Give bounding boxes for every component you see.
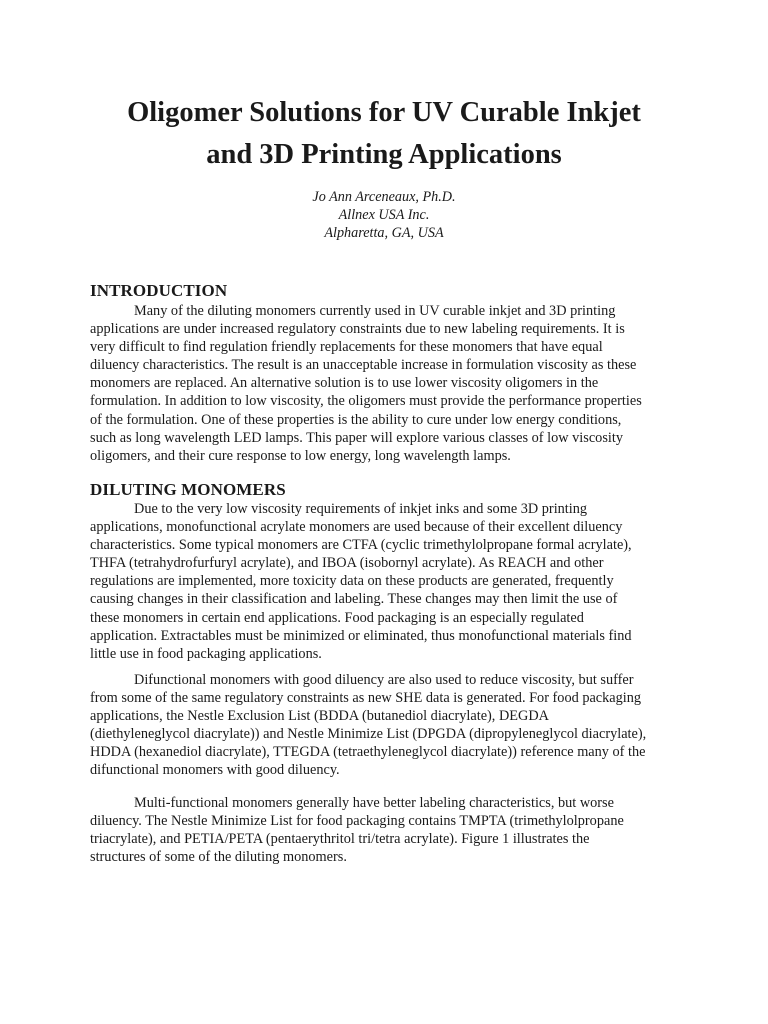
paper-title [60, 92, 708, 176]
text-line: characteristics. Some typical monomers are CTFA (cyclic trimethylolpropane formal acrylate), [90, 537, 632, 554]
text-line: from some of the same regulatory constraints as new SHE data is generated. For food packaging [90, 690, 642, 707]
text-line: oligomers, and their cure response to low energy, long wavelength lamps. [90, 447, 511, 464]
text-line: THFA (tetrahydrofurfuryl acrylate), and IBOA (isobornyl acrylate). As REACH and other [90, 555, 604, 572]
author-location: Alpharetta, GA, USA [324, 225, 444, 241]
diluting-monomers-paragraph-3 [90, 794, 690, 866]
text-line: triacrylate), and PETIA/PETA (pentaerythritol tri/tetra acrylate). Figure 1 illustrates the [90, 831, 590, 848]
text-line: HDDA (hexanediol diacrylate), TTEGDA (tetraethyleneglycol diacrylate)) reference many of the [90, 744, 646, 761]
author-block [60, 188, 708, 242]
section-heading-diluting-monomers: DILUTING MONOMERS [90, 480, 286, 499]
diluting-monomers-paragraph-1 [90, 500, 690, 663]
text-line: difunctional monomers with good diluency. [90, 762, 340, 779]
text-line: monomers are replaced. An alternative solution is to use lower viscosity oligomers in the [90, 375, 599, 392]
text-line: Due to the very low viscosity requirements of inkjet inks and some 3D printing [134, 501, 588, 517]
text-line: Many of the diluting monomers currently used in UV curable inkjet and 3D printing [134, 303, 616, 319]
text-line: diluency characteristics. The result is an unacceptable increase in formulation viscosity as these [90, 357, 637, 374]
text-line: applications, the Nestle Exclusion List (BDDA (butanediol diacrylate), DEGDA [90, 708, 549, 725]
section-heading-introduction: INTRODUCTION [90, 281, 228, 300]
title-line-1: Oligomer Solutions for UV Curable Inkjet [127, 97, 641, 128]
author-affiliation: Allnex USA Inc. [338, 207, 430, 223]
text-line: such as long wavelength LED lamps. This paper will explore various classes of low viscosity [90, 429, 623, 446]
text-line: (diethyleneglycol diacrylate)) and Nestle Minimize List (DPGDA (dipropyleneglycol diacrylate), [90, 726, 647, 743]
diluting-monomers-paragraph-2 [90, 671, 690, 780]
text-line: diluency. The Nestle Minimize List for food packaging contains TMPTA (trimethylolpropane [90, 813, 624, 830]
text-line: Difunctional monomers with good diluency are also used to reduce viscosity, but suffer [134, 672, 634, 688]
text-line: of the formulation. One of these properties is the ability to cure under low energy conditions, [90, 411, 622, 428]
text-line: applications are under increased regulatory constraints due to new labeling requirements. It is [90, 321, 625, 338]
title-line-2: and 3D Printing Applications [206, 139, 562, 170]
introduction-paragraph [90, 302, 690, 465]
text-line: regulations are implemented, more toxicity data on these products are generated, frequently [90, 573, 614, 590]
text-line: application. Extractables must be minimized or eliminated, thus monofunctional materials find [90, 627, 632, 644]
text-line: little use in food packaging applications. [90, 645, 322, 662]
text-line: causing changes in their classification and labeling. These changes may then limit the use of [90, 591, 618, 608]
text-line: formulation. In addition to low viscosity, the oligomers must provide the performance properties [90, 393, 642, 410]
text-line: structures of some of the diluting monomers. [90, 849, 347, 866]
text-line: Multi-functional monomers generally have better labeling characteristics, but worse [134, 795, 614, 811]
text-line: these monomers in certain end applications. Food packaging is an especially regulated [90, 609, 584, 626]
text-line: very difficult to find regulation friendly replacements for these monomers that have equal [90, 339, 603, 356]
text-line: applications, monofunctional acrylate monomers are used because of their excellent diluency [90, 519, 623, 536]
author-name: Jo Ann Arceneaux, Ph.D. [312, 189, 456, 205]
